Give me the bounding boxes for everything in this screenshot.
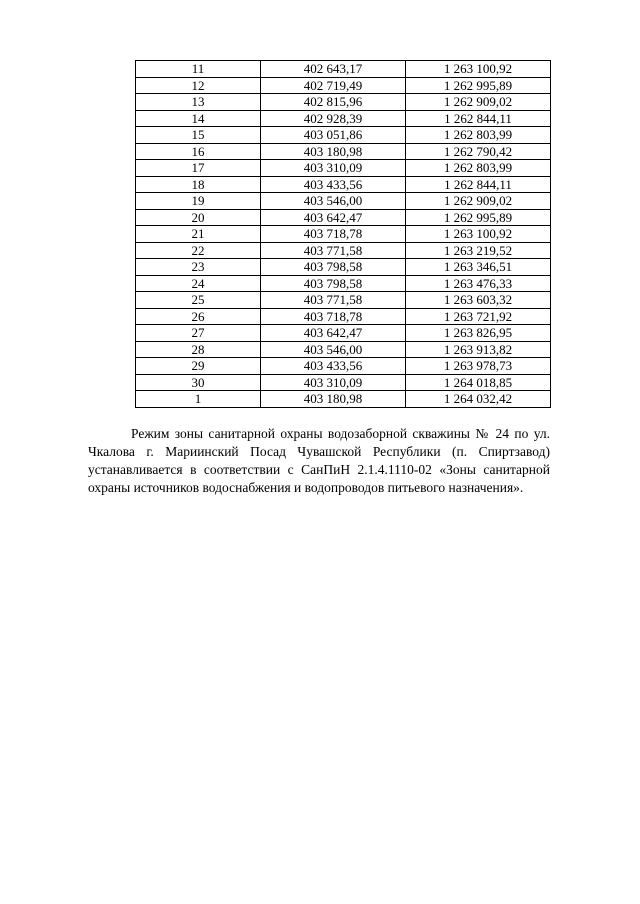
x-coordinate-cell: 403 771,58 (261, 292, 406, 309)
point-number-cell: 25 (136, 292, 261, 309)
table-row (136, 110, 551, 127)
table-row (136, 259, 551, 276)
point-number-cell: 13 (136, 94, 261, 111)
y-coordinate-cell: 1 263 476,33 (406, 275, 551, 292)
sanitary-zone-note: Режим зоны санитарной охраны водозаборной скважины № 24 по ул. Чкалова г. Мариинский Посад Чувашской Республики (п. Спиртзавод) устанавливается в соответствии с СанПиН 2.1.4.1110-02 «Зоны санитарной охраны источников водоснабжения и водопроводов питьевого назначения». (88, 426, 550, 495)
x-coordinate-cell: 403 051,86 (261, 127, 406, 144)
x-coordinate-cell: 402 719,49 (261, 77, 406, 94)
y-coordinate-cell: 1 262 995,89 (406, 209, 551, 226)
y-coordinate-cell: 1 263 346,51 (406, 259, 551, 276)
table-row (136, 391, 551, 408)
table-row (136, 160, 551, 177)
y-coordinate-cell: 1 264 032,42 (406, 391, 551, 408)
point-number-cell: 23 (136, 259, 261, 276)
y-coordinate-cell: 1 263 913,82 (406, 341, 551, 358)
y-coordinate-cell: 1 263 603,32 (406, 292, 551, 309)
x-coordinate-cell: 403 180,98 (261, 391, 406, 408)
x-coordinate-cell: 403 718,78 (261, 308, 406, 325)
x-coordinate-cell: 403 642,47 (261, 209, 406, 226)
y-coordinate-cell: 1 263 100,92 (406, 61, 551, 78)
y-coordinate-cell: 1 262 909,02 (406, 94, 551, 111)
x-coordinate-cell: 402 815,96 (261, 94, 406, 111)
table-row (136, 292, 551, 309)
x-coordinate-cell: 403 546,00 (261, 341, 406, 358)
point-number-cell: 20 (136, 209, 261, 226)
point-number-cell: 27 (136, 325, 261, 342)
y-coordinate-cell: 1 264 018,85 (406, 374, 551, 391)
point-number-cell: 22 (136, 242, 261, 259)
point-number-cell: 16 (136, 143, 261, 160)
x-coordinate-cell: 403 310,09 (261, 374, 406, 391)
y-coordinate-cell: 1 263 826,95 (406, 325, 551, 342)
coordinates-table-body (136, 61, 551, 408)
x-coordinate-cell: 403 546,00 (261, 193, 406, 210)
point-number-cell: 11 (136, 61, 261, 78)
point-number-cell: 18 (136, 176, 261, 193)
point-number-cell: 17 (136, 160, 261, 177)
point-number-cell: 29 (136, 358, 261, 375)
table-row (136, 77, 551, 94)
point-number-cell: 15 (136, 127, 261, 144)
table-row (136, 94, 551, 111)
point-number-cell: 12 (136, 77, 261, 94)
y-coordinate-cell: 1 263 100,92 (406, 226, 551, 243)
point-number-cell: 26 (136, 308, 261, 325)
table-row (136, 358, 551, 375)
x-coordinate-cell: 403 310,09 (261, 160, 406, 177)
table-row (136, 374, 551, 391)
y-coordinate-cell: 1 262 844,11 (406, 110, 551, 127)
table-row (136, 209, 551, 226)
table-row (136, 127, 551, 144)
table-row (136, 242, 551, 259)
table-row (136, 308, 551, 325)
y-coordinate-cell: 1 262 803,99 (406, 160, 551, 177)
table-row (136, 193, 551, 210)
y-coordinate-cell: 1 262 909,02 (406, 193, 551, 210)
table-row (136, 176, 551, 193)
point-number-cell: 21 (136, 226, 261, 243)
point-number-cell: 14 (136, 110, 261, 127)
y-coordinate-cell: 1 262 844,11 (406, 176, 551, 193)
table-row (136, 226, 551, 243)
y-coordinate-cell: 1 262 995,89 (406, 77, 551, 94)
x-coordinate-cell: 403 798,58 (261, 275, 406, 292)
point-number-cell: 19 (136, 193, 261, 210)
point-number-cell: 24 (136, 275, 261, 292)
point-number-cell: 28 (136, 341, 261, 358)
table-row (136, 275, 551, 292)
x-coordinate-cell: 403 180,98 (261, 143, 406, 160)
point-number-cell: 1 (136, 391, 261, 408)
x-coordinate-cell: 403 642,47 (261, 325, 406, 342)
point-number-cell: 30 (136, 374, 261, 391)
coordinates-table (135, 60, 551, 408)
x-coordinate-cell: 403 718,78 (261, 226, 406, 243)
table-row (136, 61, 551, 78)
y-coordinate-cell: 1 262 803,99 (406, 127, 551, 144)
x-coordinate-cell: 403 771,58 (261, 242, 406, 259)
y-coordinate-cell: 1 263 219,52 (406, 242, 551, 259)
y-coordinate-cell: 1 262 790,42 (406, 143, 551, 160)
y-coordinate-cell: 1 263 978,73 (406, 358, 551, 375)
x-coordinate-cell: 403 798,58 (261, 259, 406, 276)
table-row (136, 325, 551, 342)
table-row (136, 341, 551, 358)
y-coordinate-cell: 1 263 721,92 (406, 308, 551, 325)
x-coordinate-cell: 402 928,39 (261, 110, 406, 127)
x-coordinate-cell: 403 433,56 (261, 358, 406, 375)
x-coordinate-cell: 402 643,17 (261, 61, 406, 78)
x-coordinate-cell: 403 433,56 (261, 176, 406, 193)
table-row (136, 143, 551, 160)
